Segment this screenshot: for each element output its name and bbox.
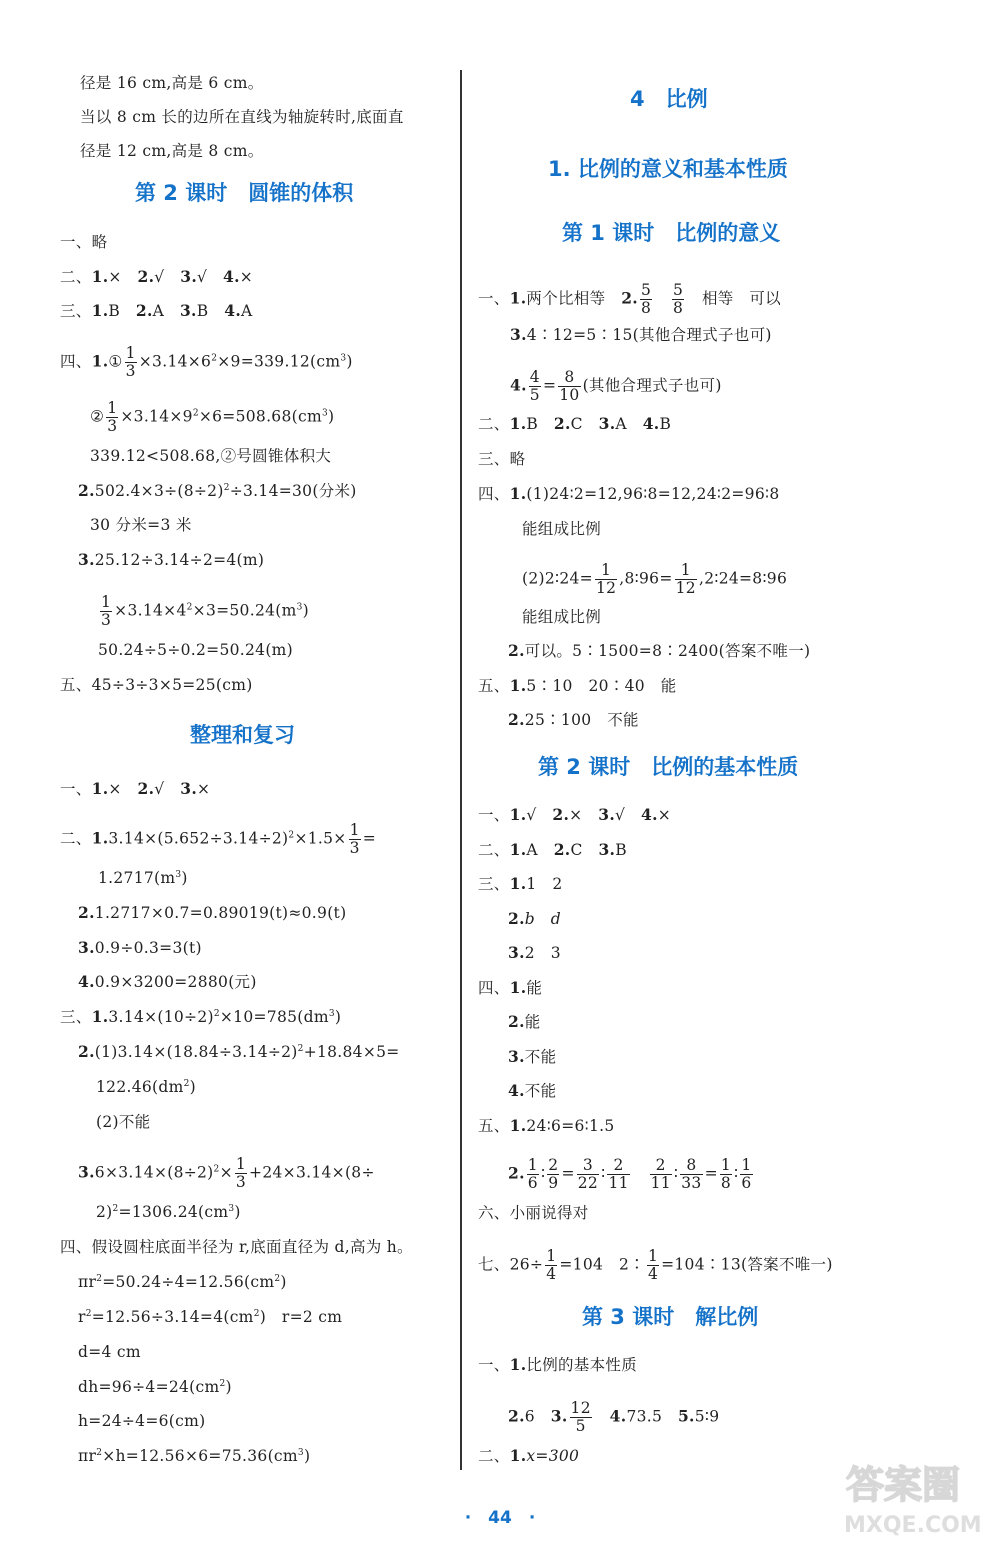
answer-line: 四、1.① $\frac{1}{3}$ $\times 3.14\times 6^2\times 9=339.12(cm^3)$: [60, 344, 353, 380]
answer-line: 七、26÷ $\frac{1}{4}$ =104 2∶ $\frac{1}{4}$ =104∶13(答案不唯一): [478, 1247, 833, 1283]
answer-line: 一、1.√ 2.× 3.√ 4.×: [478, 805, 672, 824]
answer-line: d=4 cm: [78, 1343, 141, 1361]
answer-line: 3.4∶12=5∶15(其他合理式子也可): [510, 325, 772, 344]
answer-line: 2.1.2717×0.7=0.89019(t)≈0.9(t): [78, 903, 347, 922]
text-line: 当以 8 cm 长的边所在直线为轴旋转时,底面直: [80, 108, 404, 126]
answer-line: 3.不能: [508, 1047, 557, 1066]
fraction: $\frac{3}{22}$: [577, 1156, 599, 1192]
answer-line: 四、假设圆柱底面半径为 r,底面直径为 d,高为 h。: [60, 1238, 413, 1256]
answer-line: 三、略: [478, 450, 526, 468]
answer-line: 30 分米=3 米: [90, 516, 192, 534]
answer-line: 一、1.× 2.√ 3.×: [60, 779, 211, 798]
answer-line: $2)^2=1306.24(cm^3)$: [96, 1203, 241, 1221]
section-heading: 第 2 课时 圆锥的体积: [135, 181, 354, 205]
text-line: 径是 16 cm,高是 6 cm。: [80, 74, 264, 92]
answer-line: $122.46(dm^2)$: [96, 1078, 196, 1096]
answer-line: 三、1.B 2.A 3.B 4.A: [60, 301, 253, 320]
fraction: $\frac{1}{6}$: [527, 1156, 538, 1192]
answer-line: $2.502.4\times 3\div(8\div 2)^2\div 3.14=30$(分米): [78, 481, 357, 500]
section-heading: 第 1 课时 比例的意义: [562, 221, 781, 245]
answer-line: 四、1.能: [478, 978, 543, 997]
answer-line: 五、1.5∶10 20∶40 能: [478, 676, 677, 695]
watermark-url: MXQE.COM: [844, 1513, 982, 1538]
answer-line: 4.不能: [508, 1081, 557, 1100]
answer-line: 二、1.x=300: [478, 1446, 580, 1465]
watermark-text: 答案圈: [846, 1463, 961, 1507]
answer-line: 二、1.B 2.C 3.A 4.B: [478, 414, 672, 433]
answer-line: 3.0.9÷0.3=3(t): [78, 938, 202, 957]
fraction: $\frac{1}{12}$: [675, 561, 696, 597]
answer-line: 4.0.9×3200=2880(元): [78, 972, 257, 991]
page-number: · 44 ·: [464, 1508, 536, 1528]
answer-line: 二、1.A 2.C 3.B: [478, 840, 627, 859]
answer-line: 六、小丽说得对: [478, 1204, 589, 1222]
answer-line: $3.6\times 3.14\times(8\div 2)^2\times$ $\frac{1}{3}$ +24×3.14×(8÷: [78, 1155, 375, 1191]
answer-line: $r^2=12.56\div 3.14=4(cm^2)$ r=2 cm: [78, 1308, 343, 1326]
fraction: $\frac{2}{11}$: [650, 1156, 671, 1192]
fraction: $\frac{1}{8}$: [720, 1156, 732, 1192]
chapter-heading: 4 比例: [630, 87, 708, 111]
answer-line: 2.25∶100 不能: [508, 710, 639, 729]
fraction: $\frac{1}{3}$: [349, 821, 360, 857]
answer-line: 三、1.1 2: [478, 874, 563, 893]
fraction: $\frac{1}{4}$: [647, 1247, 659, 1283]
answer-line: 50.24÷5÷0.2=50.24(m): [98, 641, 294, 659]
answer-line: 339.12<508.68,②号圆锥体积大: [90, 447, 332, 465]
section-heading: 第 2 课时 比例的基本性质: [538, 755, 799, 779]
fraction: $\frac{5}{8}$: [640, 281, 652, 317]
fraction: $\frac{1}{4}$: [546, 1247, 557, 1283]
answer-line: 一、略: [60, 233, 108, 251]
fraction: $\frac{5}{8}$: [672, 281, 684, 317]
answer-line: 二、1.× 2.√ 3.√ 4.×: [60, 267, 254, 286]
answer-line: $dh=96\div 4=24(cm^2)$: [78, 1378, 232, 1396]
answer-line: 4. $\frac{4}{5}$ = $\frac{8}{10}$ (其他合理式子也可): [510, 368, 722, 404]
answer-line: 二、$1.3.14\times(5.652\div 3.14\div 2)^2\times 1.5\times$ $\frac{1}{3}$ =: [60, 821, 377, 857]
answer-line: $\pi r^2\times h=12.56\times 6=75.36(cm^3)$: [78, 1447, 311, 1465]
fraction: $\frac{12}{5}$: [570, 1399, 591, 1435]
answer-line: ② $\frac{1}{3}$ $\times 3.14\times 9^2\times 6=508.68(cm^3)$: [90, 399, 335, 435]
fraction: $\frac{8}{10}$: [559, 368, 580, 404]
answer-line: 能组成比例: [522, 608, 602, 626]
answer-line: $\frac{1}{3}$ $\times 3.14\times 4^2\times 3=50.24(m^3)$: [101, 593, 310, 629]
answer-line: 一、1.比例的基本性质: [478, 1355, 637, 1374]
answer-line: 五、1.24∶6=6∶1.5: [478, 1116, 615, 1135]
answer-line: $\pi r^2=50.24\div 4=12.56(cm^2)$: [78, 1273, 287, 1291]
answer-line: 四、1.(1)24∶2=12,96∶8=12,24∶2=96∶8: [478, 484, 780, 503]
fraction: $\frac{2}{11}$: [608, 1156, 629, 1192]
watermark-logo: [838, 1450, 988, 1540]
fraction: $\frac{1}{3}$: [107, 399, 118, 435]
answer-line: 3.25.12÷3.14÷2=4(m): [78, 550, 265, 569]
column-divider: [460, 70, 462, 1470]
answer-line: 一、1.两个比相等 2. $\frac{5}{8}$ $\frac{5}{8}$ 相等 可以: [478, 281, 781, 317]
answer-line: $2.(1)3.14\times(18.84\div 3.14\div 2)^2+18.84\times 5=$: [78, 1042, 400, 1061]
fraction: $\frac{1}{3}$: [125, 344, 136, 380]
answer-line: 2. $\frac{1}{6}$ ∶ $\frac{2}{9}$ = $\frac{3}{22}$ ∶ $\frac{2}{11}$ $\frac{2}{11}$ ∶ $\frac{8}{33}$ = $\frac{1}{8}$ ∶ $\frac{1}{6}$: [508, 1156, 752, 1192]
answer-line: 能组成比例: [522, 520, 602, 538]
answer-line: 2.b d: [508, 909, 562, 928]
fraction: $\frac{1}{12}$: [595, 561, 617, 597]
fraction: $\frac{1}{3}$: [101, 593, 112, 629]
fraction: $\frac{1}{3}$: [235, 1155, 247, 1191]
section-heading: 1. 比例的意义和基本性质: [548, 157, 788, 181]
answer-line: 2.可以。5∶1500=8∶2400(答案不唯一): [508, 641, 811, 660]
answer-line: 五、45÷3÷3×5=25(cm): [60, 676, 253, 694]
answer-line: (2)2∶24= $\frac{1}{12}$ ,8∶96= $\frac{1}{12}$ ,2∶24=8∶96: [522, 561, 788, 597]
fraction: $\frac{2}{9}$: [548, 1156, 559, 1192]
fraction: $\frac{8}{33}$: [681, 1156, 702, 1192]
answer-line: 2.能: [508, 1012, 541, 1031]
answer-line: 3.2 3: [508, 943, 561, 962]
text-line: 径是 12 cm,高是 8 cm。: [80, 142, 264, 160]
answer-line: 三、$1.3.14\times(10\div 2)^2\times 10=785(dm^3)$: [60, 1007, 342, 1026]
fraction: $\frac{1}{6}$: [741, 1156, 752, 1192]
answer-line: $1.2717(m^3)$: [98, 869, 188, 887]
answer-line: (2)不能: [96, 1113, 151, 1131]
fraction: $\frac{4}{5}$: [529, 368, 540, 404]
section-heading: 第 3 课时 解比例: [582, 1305, 759, 1329]
answer-line: 2.6 3. $\frac{12}{5}$ 4.73.5 5.5∶9: [508, 1399, 720, 1435]
answer-line: h=24÷4=6(cm): [78, 1412, 206, 1430]
section-heading: 整理和复习: [190, 723, 295, 747]
